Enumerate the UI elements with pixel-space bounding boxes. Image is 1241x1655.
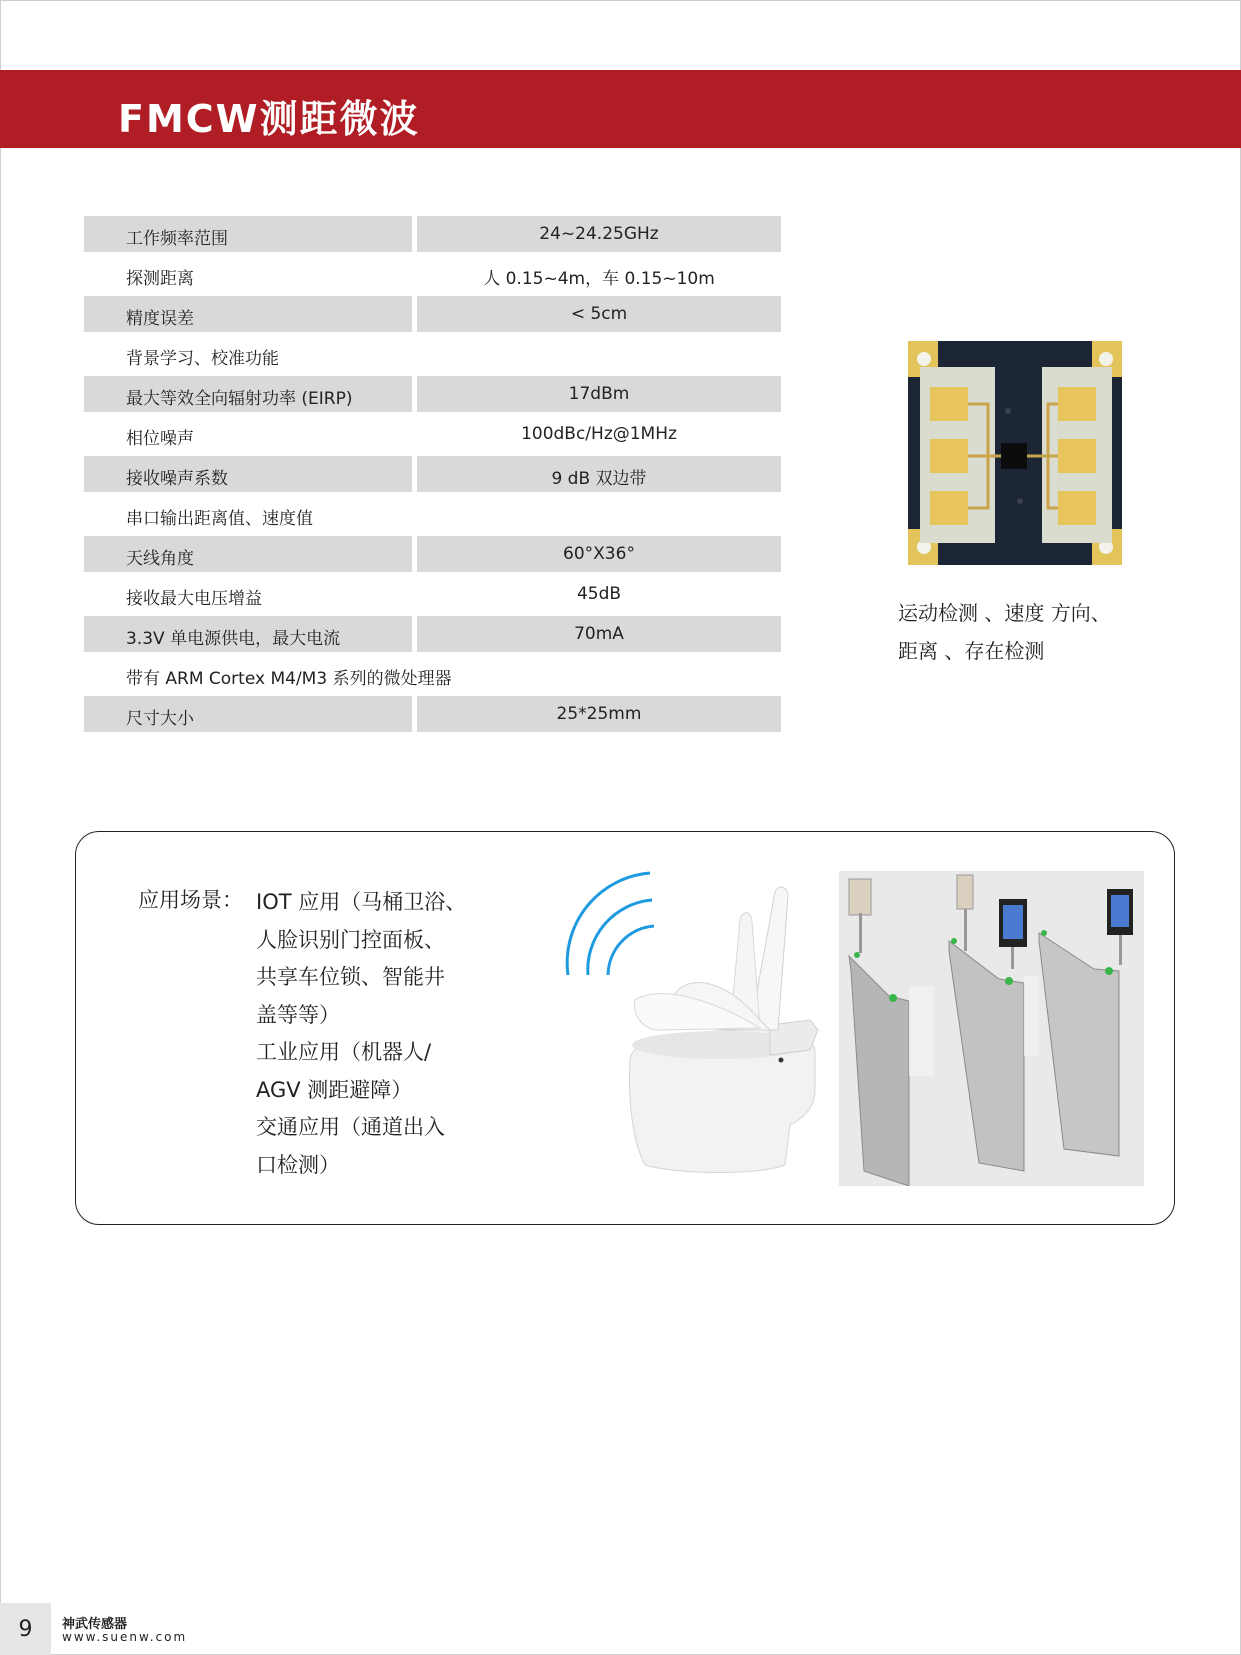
- spec-label: 串口输出距离值、速度值: [126, 509, 313, 529]
- spec-label: 接收最大电压增益: [126, 589, 262, 609]
- spec-row: [84, 696, 781, 732]
- spec-value: [417, 656, 781, 664]
- applications-list: [256, 884, 466, 1184]
- spec-label-cell: [84, 376, 412, 412]
- spec-label-cell: [84, 536, 412, 572]
- spec-value-cell: [417, 456, 781, 492]
- spec-value: 45dB: [576, 584, 622, 604]
- spec-label: 探测距离: [126, 269, 194, 289]
- company-name: 神武传感器: [62, 1617, 128, 1632]
- page-number-box: [0, 1603, 51, 1655]
- spec-value: [417, 336, 781, 344]
- spec-row: [84, 256, 781, 292]
- spec-value: 70mA: [574, 624, 624, 644]
- application-line: AGV 测距避障）: [256, 1077, 413, 1102]
- spec-row: [84, 376, 781, 412]
- spec-row: [84, 416, 781, 452]
- spec-value-cell: [417, 256, 781, 292]
- spec-row: [84, 496, 781, 532]
- spec-row: [84, 656, 781, 692]
- turnstile-gates-image: [839, 871, 1144, 1186]
- spec-value-cell: [417, 536, 781, 572]
- spec-value: 人 0.15~4m，车 0.15~10m: [483, 269, 715, 289]
- spec-label: 3.3V 单电源供电，最大电流: [126, 629, 341, 649]
- spec-label: 天线角度: [126, 549, 194, 569]
- spec-label-cell: [84, 256, 412, 292]
- spec-label: 背景学习、校准功能: [126, 349, 279, 369]
- feature-line: 距离 、存在检测: [898, 639, 1045, 663]
- spec-label-cell: [84, 656, 452, 692]
- spec-label-cell: [84, 416, 412, 452]
- spec-label: 工作频率范围: [126, 229, 228, 249]
- spec-value-cell: [417, 496, 781, 532]
- spec-row: [84, 536, 781, 572]
- spec-value: 60°X36°: [563, 544, 635, 564]
- spec-label-cell: [84, 576, 412, 612]
- spec-value: < 5cm: [570, 304, 628, 324]
- application-line: 共享车位锁、智能井: [256, 965, 445, 989]
- application-line: IOT 应用（马桶卫浴、: [256, 890, 467, 914]
- spec-label-cell: [84, 496, 412, 532]
- application-line: 工业应用（机器人/: [256, 1040, 432, 1064]
- spec-value: 100dBc/Hz@1MHz: [521, 424, 677, 444]
- application-line: 交通应用（通道出入: [256, 1115, 445, 1139]
- spec-row: [84, 296, 781, 332]
- spec-value: 17dBm: [568, 384, 630, 404]
- spec-label: 尺寸大小: [126, 709, 194, 729]
- company-url: www.suenw.com: [62, 1630, 188, 1644]
- spec-label: 相位噪声: [126, 429, 194, 449]
- spec-row: [84, 576, 781, 612]
- spec-value-cell: [417, 296, 781, 332]
- spec-label: 最大等效全向辐射功率 (EIRP): [126, 389, 353, 409]
- feature-line: 运动检测 、速度 方向、: [898, 601, 1111, 625]
- spec-label: 精度误差: [126, 309, 194, 329]
- spec-value-cell: [417, 576, 781, 612]
- spec-value-cell: [417, 696, 781, 732]
- spec-value: [417, 496, 781, 504]
- spec-row: [84, 336, 781, 372]
- applications-label: 应用场景：: [138, 888, 243, 912]
- application-line: 口检测）: [256, 1152, 340, 1177]
- spec-value: 9 dB 双边带: [551, 469, 647, 489]
- page-number: 9: [18, 1617, 33, 1642]
- radar-module-photo: [908, 341, 1122, 565]
- application-line: 盖等等）: [256, 1002, 340, 1027]
- feature-list: [898, 594, 1198, 670]
- application-line: 人脸识别门控面板、: [256, 927, 445, 952]
- spec-value-cell: [417, 336, 781, 372]
- spec-label-cell: [84, 336, 412, 372]
- spec-value-cell: [417, 656, 781, 692]
- page-title: FMCW测距微波: [118, 97, 420, 141]
- spec-label-cell: [84, 456, 412, 492]
- spec-label: 带有 ARM Cortex M4/M3 系列的微处理器: [126, 669, 452, 689]
- spec-value-cell: [417, 216, 781, 252]
- spec-label-cell: [84, 216, 412, 252]
- spec-label-cell: [84, 296, 412, 332]
- header-banner: [0, 70, 1241, 148]
- spec-value-cell: [417, 376, 781, 412]
- spec-table: [84, 216, 781, 736]
- spec-label-cell: [84, 616, 412, 652]
- spec-value: 24~24.25GHz: [539, 224, 659, 244]
- spec-label: 接收噪声系数: [126, 469, 228, 489]
- spec-row: [84, 216, 781, 252]
- smart-toilet-image: [620, 880, 820, 1180]
- spec-row: [84, 616, 781, 652]
- spec-label-cell: [84, 696, 412, 732]
- spec-value-cell: [417, 416, 781, 452]
- spec-value: 25*25mm: [556, 704, 642, 724]
- spec-value-cell: [417, 616, 781, 652]
- spec-row: [84, 456, 781, 492]
